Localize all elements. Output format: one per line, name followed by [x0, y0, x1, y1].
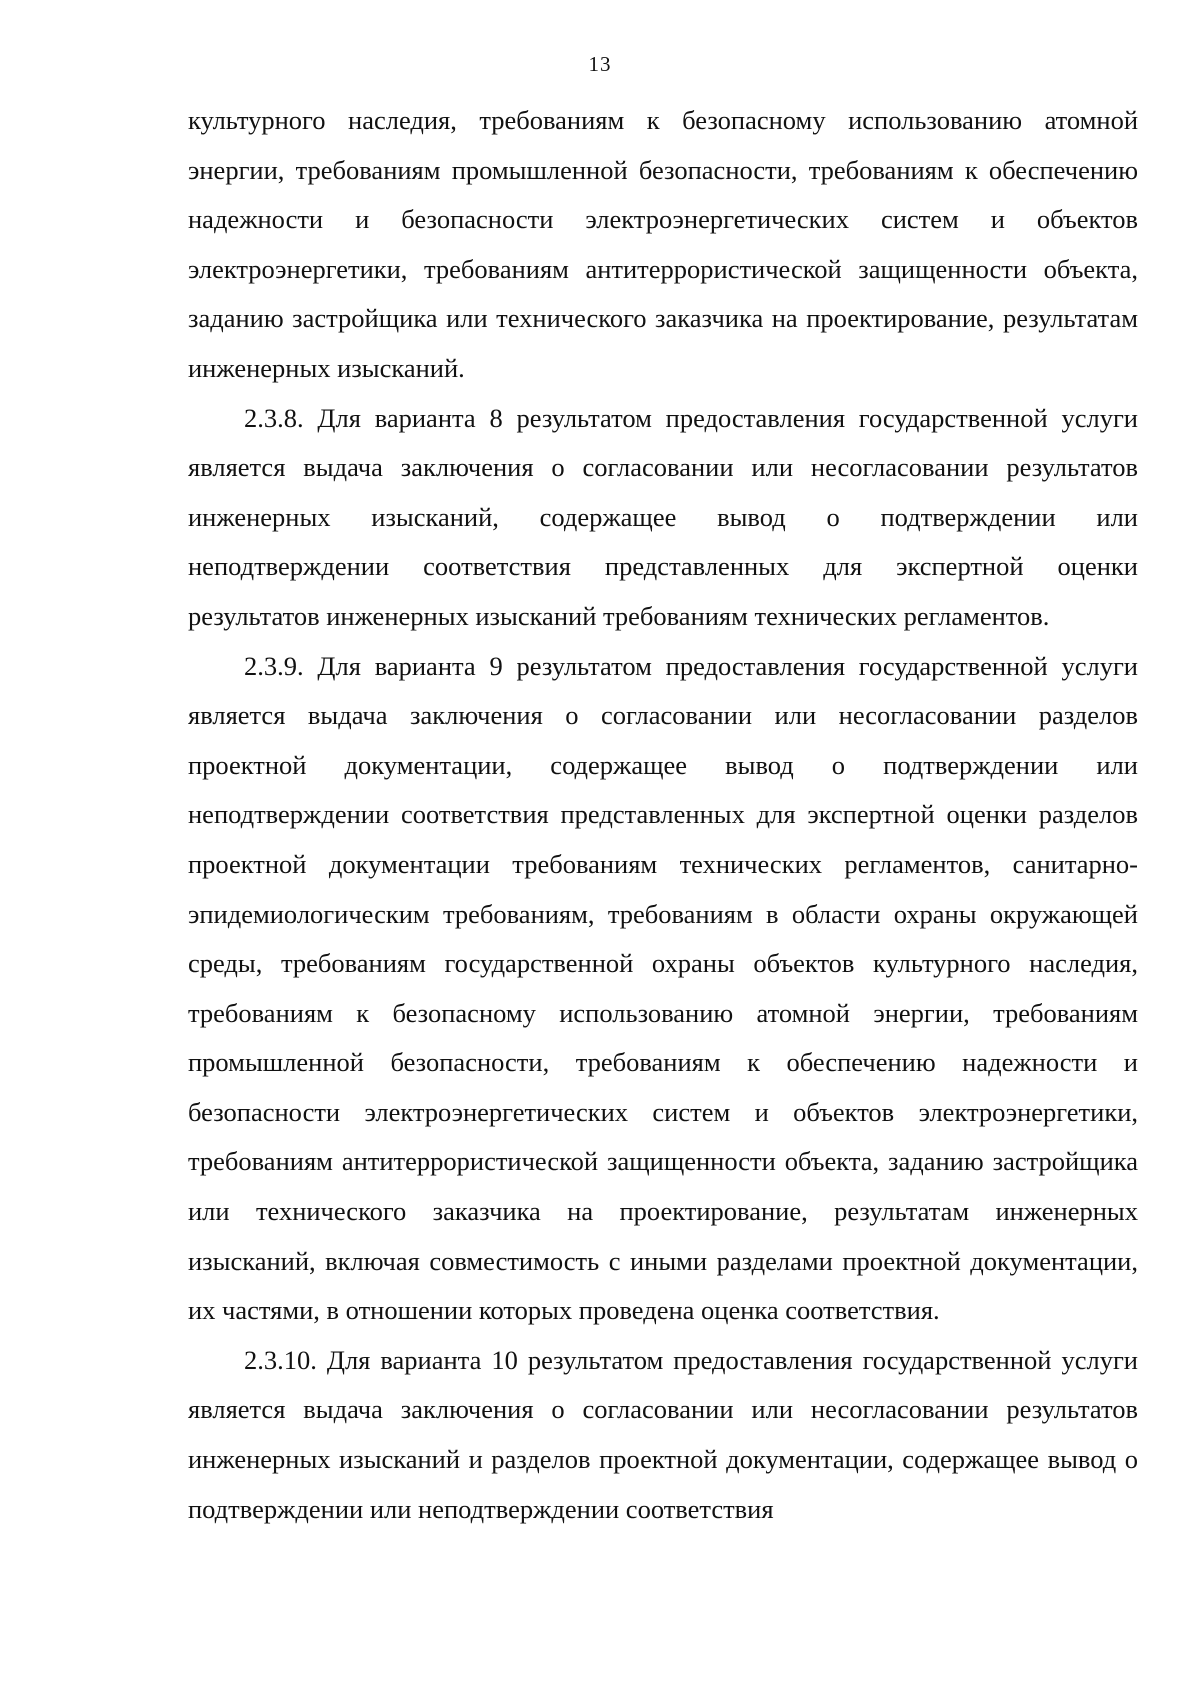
paragraph-2-3-10: 2.3.10. Для варианта 10 результатом предоставления государственной услуги является выдача заключения о согласовании или несогласовании результатов инженерных изысканий и разделов проектной документации, содержащее вывод о подтверждении или неподтверждении соответствия — [188, 1344, 1138, 1524]
page-number: 13 — [588, 52, 612, 76]
document-body — [188, 96, 1138, 1534]
paragraph-continuation: культурного наследия, требованиям к безопасному использованию атомной энергии, требованиям промышленной безопасности, требованиям к обеспечению надежности и безопасности электроэнергетических систем и объектов электроэнергетики, требованиям антитеррористической защищенности объекта, заданию застройщика или технического заказчика на проектирование, результатам инженерных изысканий. — [188, 105, 1138, 383]
paragraph-2-3-8: 2.3.8. Для варианта 8 результатом предоставления государственной услуги является выдача заключения о согласовании или несогласовании результатов инженерных изысканий, содержащее вывод о подтверждении или неподтверждении соответствия представленных для экспертной оценки результатов инженерных изысканий требованиям технических регламентов. — [188, 402, 1138, 631]
paragraph-2-3-9: 2.3.9. Для варианта 9 результатом предоставления государственной услуги является выдача заключения о согласовании или несогласовании разделов проектной документации, содержащее вывод о подтверждении или неподтверждении соответствия представленных для экспертной оценки разделов проектной документации требованиям технических регламентов, санитарно-эпидемиологическим требованиям, требованиям в области охраны окружающей среды, требованиям государственной охраны объектов культурного наследия, требованиям к безопасному использованию атомной энергии, требованиям промышленной безопасности, требованиям к обеспечению надежности и безопасности электроэнергетических систем и объектов электроэнергетики, требованиям антитеррористической защищенности объекта, заданию застройщика или технического заказчика на проектирование, результатам инженерных изысканий, включая совместимость с иными разделами проектной документации, их частями, в отношении которых проведена оценка соответствия. — [188, 650, 1138, 1326]
